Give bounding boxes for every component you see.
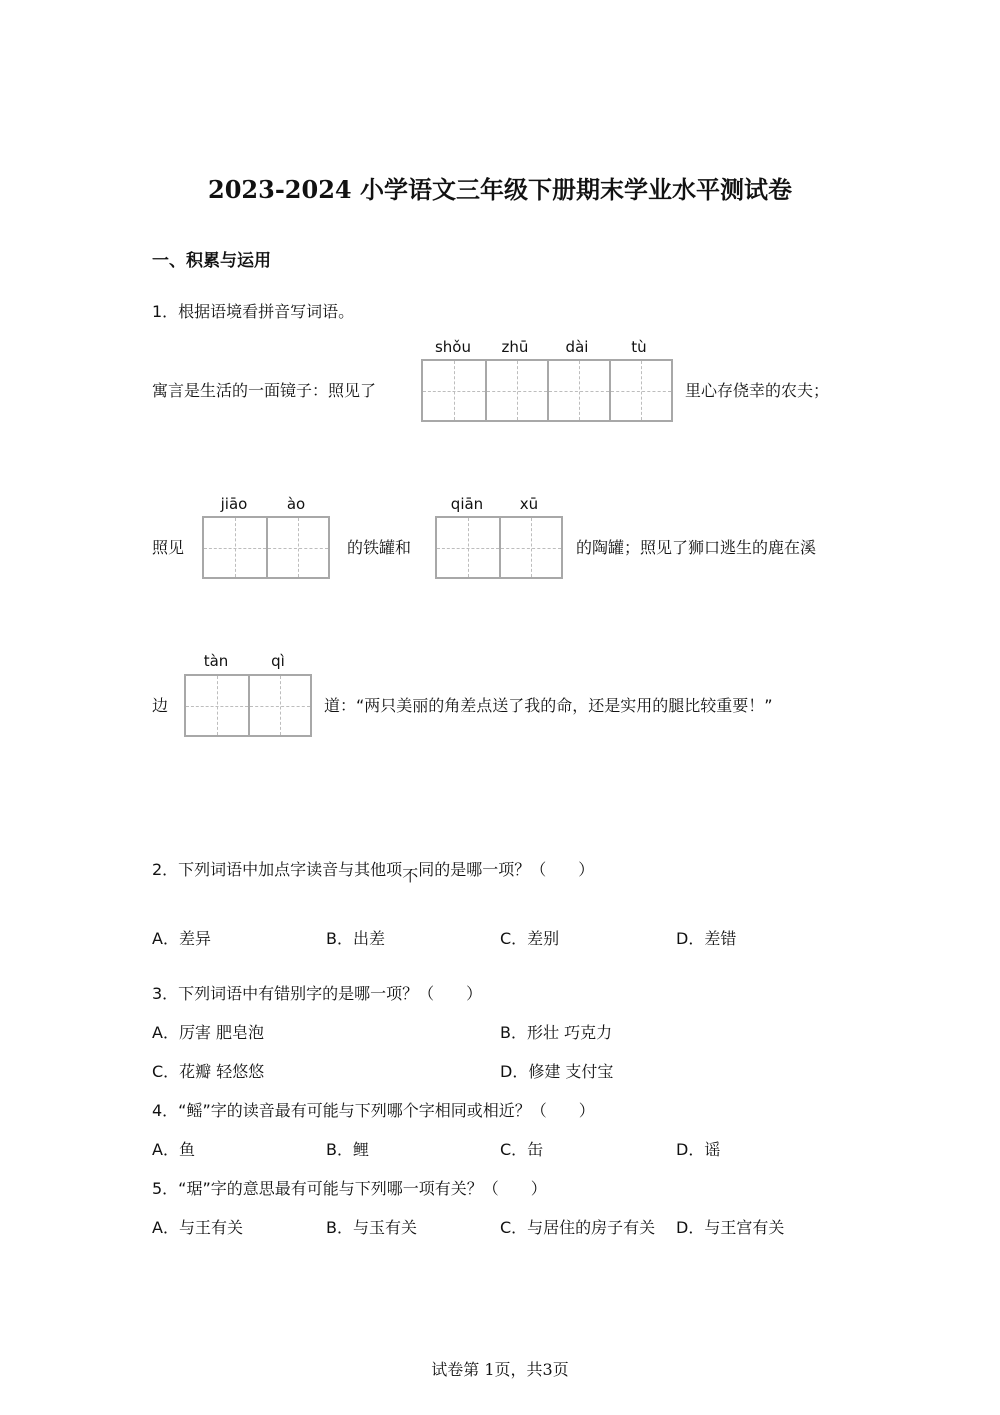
writing-cell[interactable] — [423, 361, 485, 420]
q5-option-a[interactable]: A．与王有关 — [152, 1218, 243, 1237]
pinyin-label: tàn — [203, 652, 229, 670]
q5-option-d[interactable]: D．与王宫有关 — [676, 1218, 785, 1237]
page-footer: 试卷第 1页，共3页 — [431, 1360, 569, 1379]
q5-option-b[interactable]: B．与玉有关 — [326, 1218, 417, 1237]
q2-option-a[interactable]: A．差异 — [152, 929, 211, 948]
writing-cell[interactable] — [499, 518, 561, 577]
writing-grid-tanqi[interactable] — [184, 674, 312, 737]
question-5-stem: 5．“琚”字的意思最有可能与下列哪一项有关？（ ） — [152, 1179, 547, 1198]
pinyin-label: qiān — [450, 495, 484, 513]
writing-grid-shouzhudaitu[interactable] — [421, 359, 673, 422]
q3-option-a[interactable]: A．厉害 肥皂泡 — [152, 1023, 265, 1042]
section-heading: 一、积累与运用 — [152, 251, 271, 271]
q2-option-b[interactable]: B．出差 — [326, 929, 385, 948]
pinyin-label: xū — [519, 495, 539, 513]
q1-line1-text: 寓言是生活的一面镜子：照见了 — [152, 381, 377, 400]
writing-cell[interactable] — [204, 518, 266, 577]
writing-cell[interactable] — [547, 361, 609, 420]
pinyin-label: shǒu — [434, 338, 471, 356]
pinyin-label: ào — [286, 495, 306, 513]
writing-cell[interactable] — [609, 361, 671, 420]
pinyin-label: qì — [271, 652, 285, 670]
q2-option-d[interactable]: D．差错 — [676, 929, 737, 948]
q1-line2-text: 照见 — [152, 538, 185, 557]
q4-option-c[interactable]: C．缶 — [500, 1140, 544, 1159]
pinyin-label: jiāo — [220, 495, 248, 513]
question-3-stem: 3．下列词语中有错别字的是哪一项？（ ） — [152, 984, 483, 1003]
writing-cell[interactable] — [485, 361, 547, 420]
writing-cell[interactable] — [266, 518, 328, 577]
page-title: 2023-2024 小学语文三年级下册期末学业水平测试卷 — [208, 175, 792, 204]
writing-cell[interactable] — [186, 676, 248, 735]
q1-line3-tail: 道：“两只美丽的角差点送了我的命，还是实用的腿比较重要！” — [324, 696, 773, 715]
writing-cell[interactable] — [248, 676, 310, 735]
q5-option-c[interactable]: C．与居住的房子有关 — [500, 1218, 656, 1237]
q1-line2-mid: 的铁罐和 — [347, 538, 412, 557]
pinyin-label: dài — [565, 338, 589, 356]
q2-stem-part: 同的是哪一项？（ ） — [418, 860, 595, 879]
q2-emphasis-char: 不 — [402, 866, 419, 885]
q3-option-b[interactable]: B．形壮 巧克力 — [500, 1023, 613, 1042]
q3-option-d[interactable]: D．修建 支付宝 — [500, 1062, 614, 1081]
q4-option-a[interactable]: A．鱼 — [152, 1140, 195, 1159]
pinyin-label: zhū — [501, 338, 529, 356]
writing-grid-jiaoao[interactable] — [202, 516, 330, 579]
writing-cell[interactable] — [437, 518, 499, 577]
q1-line1-tail: 里心存侥幸的农夫； — [685, 381, 830, 400]
question-2-stem — [152, 857, 595, 885]
q4-option-b[interactable]: B．鲤 — [326, 1140, 369, 1159]
q2-option-c[interactable]: C．差别 — [500, 929, 560, 948]
question-4-stem: 4．“鳐”字的读音最有可能与下列哪个字相同或相近？（ ） — [152, 1101, 595, 1120]
q3-option-c[interactable]: C．花瓣 轻悠悠 — [152, 1062, 265, 1081]
question-1-stem: 1．根据语境看拼音写词语。 — [152, 302, 355, 321]
pinyin-label: tù — [631, 338, 647, 356]
writing-grid-qianxu[interactable] — [435, 516, 563, 579]
q1-line2-tail: 的陶罐；照见了狮口逃生的鹿在溪 — [576, 538, 817, 557]
q2-stem-part: 2．下列词语中加点字读音与其他项 — [152, 860, 403, 879]
q4-option-d[interactable]: D．谣 — [676, 1140, 721, 1159]
q1-line3-text: 边 — [152, 696, 169, 715]
